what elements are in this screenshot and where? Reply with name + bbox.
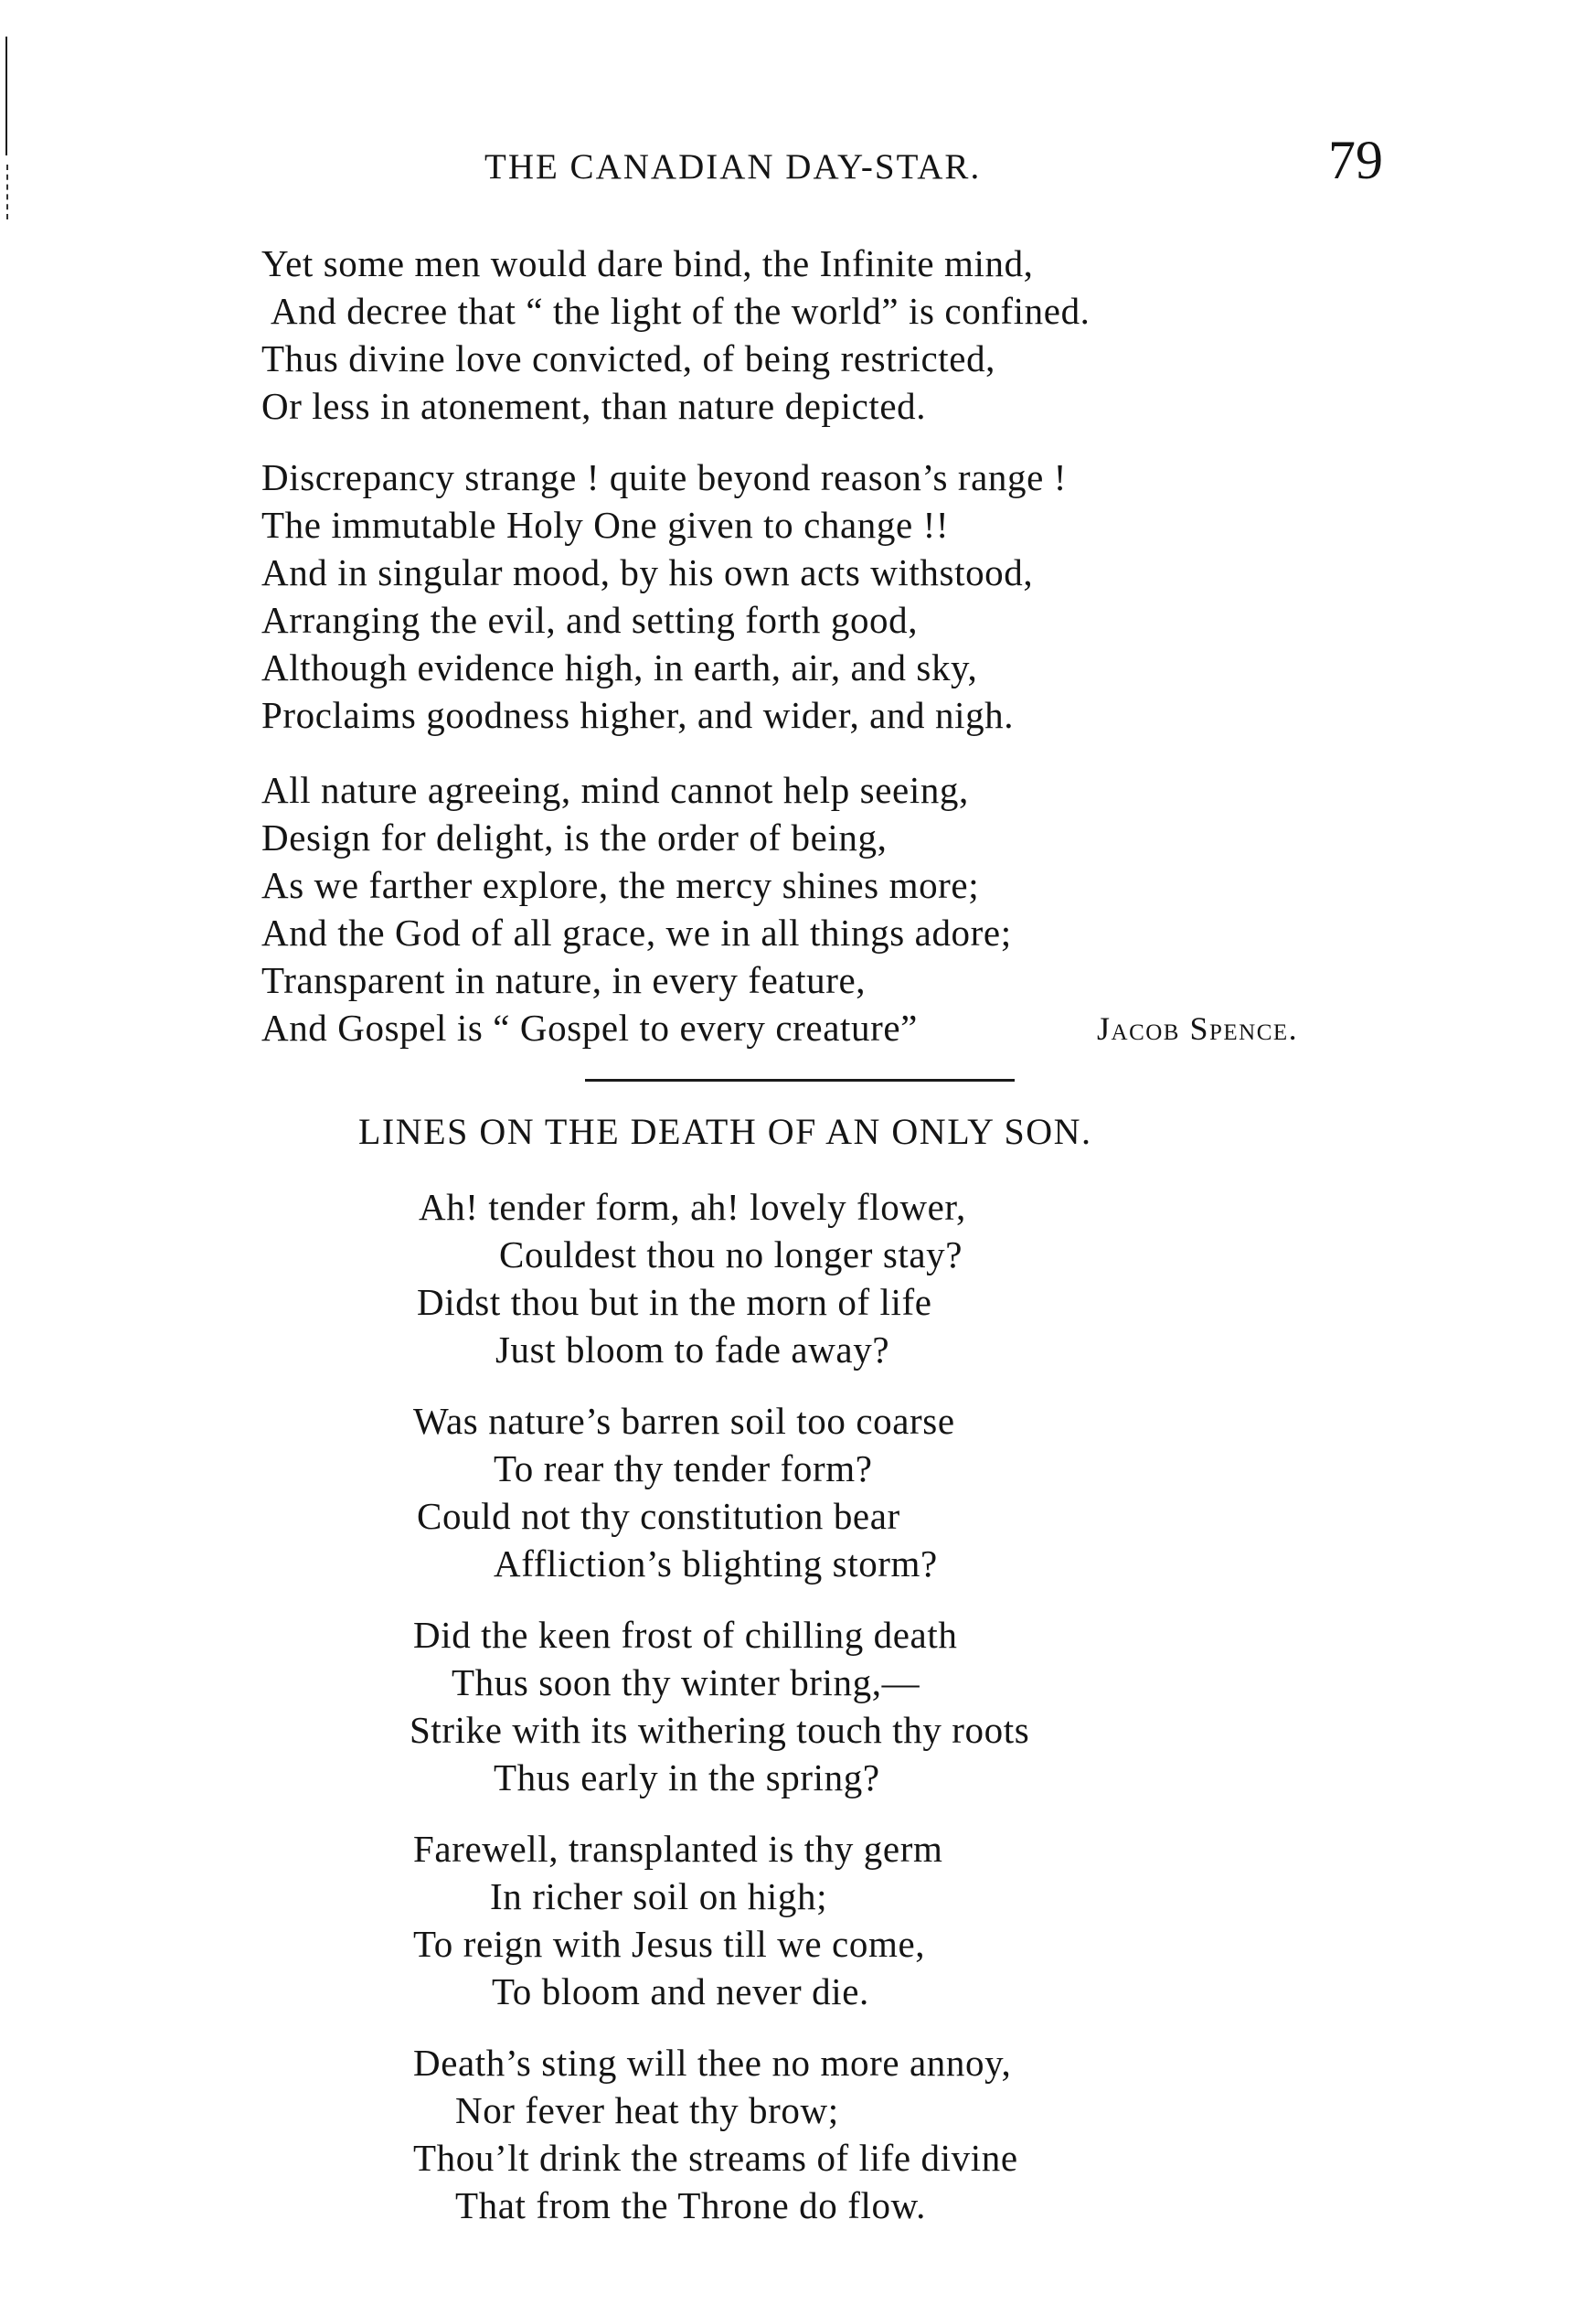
poem1-line: And Gospel is “ Gospel to every creature” — [261, 1007, 918, 1049]
poem2-line: Ah! tender form, ah! lovely flower, — [419, 1186, 966, 1228]
poem1-line: Proclaims goodness higher, and wider, and nigh. — [261, 694, 1015, 736]
poem2-line: Thus early in the spring? — [494, 1756, 880, 1798]
poem1-line: The immutable Holy One given to change !! — [261, 504, 950, 546]
poem2-line: Nor fever heat thy brow; — [455, 2089, 839, 2131]
poem2-line: To bloom and never die. — [492, 1970, 869, 2012]
poem1-line: Design for delight, is the order of being, — [261, 816, 888, 859]
poem2-line: Affliction’s blighting storm? — [494, 1542, 938, 1585]
poem1-line: Yet some men would dare bind, the Infinite mind, — [261, 242, 1034, 284]
scan-edge-dash-mark — [6, 165, 9, 219]
poem1-line: And the God of all grace, we in all things adore; — [261, 912, 1012, 954]
author-attribution: Jacob Spence. — [1097, 1010, 1299, 1047]
poem2-line: Could not thy constitution bear — [417, 1495, 900, 1537]
poem2-line: In richer soil on high; — [490, 1875, 828, 1917]
running-head: THE CANADIAN DAY-STAR. — [484, 147, 982, 187]
poem-title: LINES ON THE DEATH OF AN ONLY SON. — [358, 1111, 1092, 1152]
poem1-line: And decree that “ the light of the world” is confined. — [271, 290, 1091, 332]
poem2-line: Farewell, transplanted is thy germ — [413, 1828, 943, 1870]
poem2-line: To reign with Jesus till we come, — [413, 1923, 926, 1965]
poem1-line: Although evidence high, in earth, air, and sky, — [261, 646, 978, 688]
poem2-line: Thou’lt drink the streams of life divine — [413, 2137, 1018, 2179]
page-number: 79 — [1328, 130, 1383, 190]
poem1-line: Discrepancy strange ! quite beyond reason’s range ! — [261, 456, 1068, 498]
poem1-line: Thus divine love convicted, of being restricted, — [261, 337, 996, 379]
poem2-line: Thus soon thy winter bring,— — [452, 1661, 920, 1703]
poem1-line: And in singular mood, by his own acts withstood, — [261, 551, 1034, 593]
poem2-line: Strike with its withering touch thy roots — [410, 1709, 1030, 1751]
poem2-line: To rear thy tender form? — [494, 1447, 873, 1489]
poem2-line: Did the keen frost of chilling death — [413, 1614, 958, 1656]
poem1-line: All nature agreeing, mind cannot help seeing, — [261, 769, 969, 811]
scan-edge-mark — [5, 37, 7, 155]
poem2-line: That from the Throne do flow. — [455, 2184, 926, 2226]
poem1-line: Or less in atonement, than nature depicted. — [261, 385, 927, 427]
poem1-line: As we farther explore, the mercy shines more; — [261, 864, 980, 906]
poem2-line: Couldest thou no longer stay? — [499, 1233, 963, 1275]
poem2-line: Didst thou but in the morn of life — [417, 1281, 932, 1323]
poem2-line: Death’s sting will thee no more annoy, — [413, 2042, 1012, 2084]
poem2-line: Just bloom to fade away? — [495, 1329, 890, 1371]
poem1-line: Arranging the evil, and setting forth good, — [261, 599, 919, 641]
poem1-line: Transparent in nature, in every feature, — [261, 959, 867, 1001]
poem2-line: Was nature’s barren soil too coarse — [413, 1400, 955, 1442]
section-divider — [585, 1079, 1015, 1082]
